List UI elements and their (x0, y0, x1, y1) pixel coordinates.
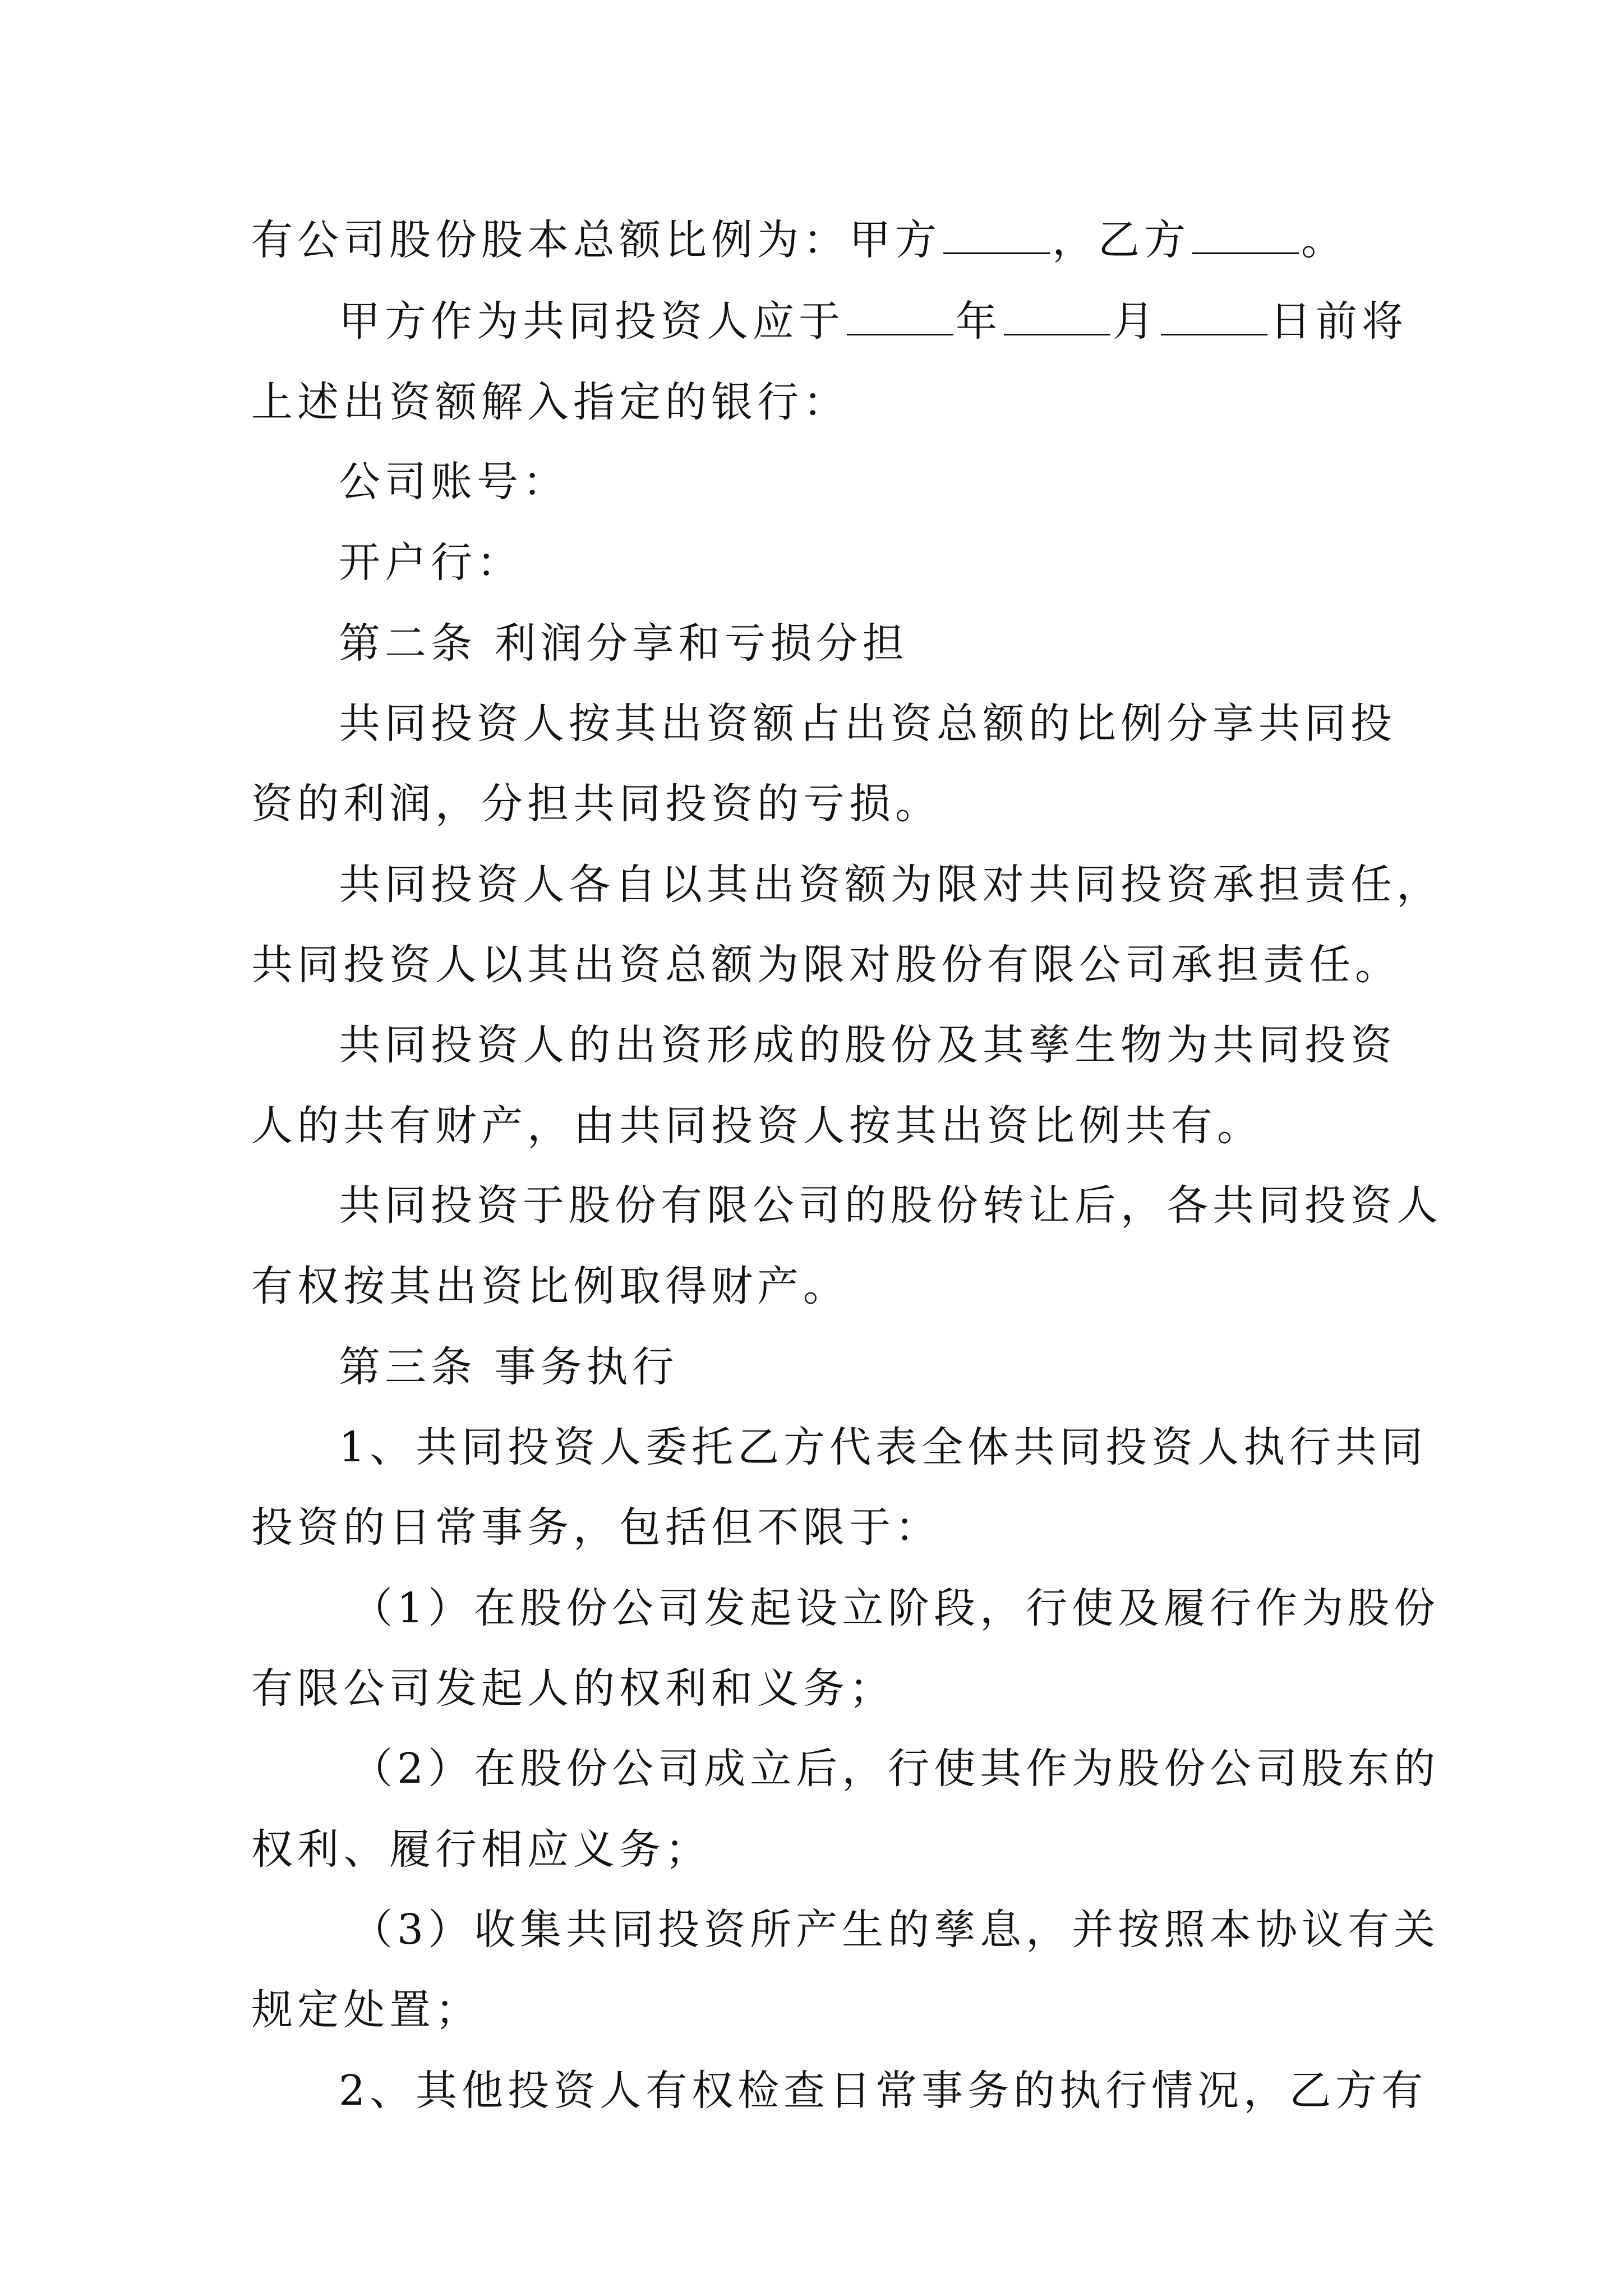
text-segment: 甲方作为共同投资人应于 (339, 297, 845, 346)
section-heading-article-2 (339, 615, 1395, 671)
text-segment: 共同投资人各自以其出资额为限对共同投资承担责任， (339, 861, 1442, 909)
text-line-24 (339, 2063, 1428, 2119)
text-segment: 上述出资额解入指定的银行： (251, 378, 849, 426)
section-heading-article-3 (339, 1339, 1395, 1395)
fill-in-blank-year (847, 332, 953, 335)
text-line-13 (339, 1177, 1442, 1234)
text-line-company-account (339, 454, 1395, 510)
text-line-item-3 (351, 1902, 1440, 1958)
text-segment: 共同投资人以其出资总额为限对股份有限公司承担责任。 (251, 941, 1401, 989)
text-segment: 年 (956, 297, 1002, 346)
heading-text: 第二条 利润分享和亏损分担 (339, 619, 909, 668)
text-segment: 月 (1113, 297, 1159, 346)
text-line-8 (251, 776, 1395, 832)
text-segment: （1）在股份公司发起设立阶段，行使及履行作为股份 (351, 1584, 1440, 1632)
fill-in-blank-month (1004, 332, 1110, 335)
text-segment: （3）收集共同投资所产生的孳息，并按照本协议有关 (351, 1906, 1440, 1954)
text-line-21 (251, 1821, 1395, 1878)
heading-text: 第三条 事务执行 (339, 1343, 679, 1391)
text-segment: 1、共同投资人委托乙方代表全体共同投资人执行共同 (339, 1423, 1428, 1471)
fill-in-blank-day (1161, 332, 1267, 335)
text-segment: 有权按其出资比例取得财产。 (251, 1262, 849, 1310)
text-line-1 (251, 212, 1395, 268)
text-line-14 (251, 1258, 1395, 1314)
text-line-10 (251, 937, 1401, 993)
text-line-9 (339, 857, 1442, 913)
text-line-item-1 (351, 1580, 1440, 1636)
text-segment: ，乙方 (1052, 216, 1190, 264)
text-segment: 投资的日常事务，包括但不限于： (251, 1503, 941, 1552)
text-line-23 (251, 1982, 1395, 2038)
text-segment: 日前将 (1270, 297, 1408, 346)
text-segment: 公司账号： (339, 458, 569, 506)
text-line-16 (339, 1419, 1428, 1475)
text-line-item-2 (351, 1741, 1440, 1797)
text-segment: 人的共有财产，由共同投资人按其出资比例共有。 (251, 1102, 1263, 1150)
fill-in-blank-party-a-ratio (943, 250, 1050, 254)
text-segment: 有公司股份股本总额比例为：甲方 (251, 216, 941, 264)
text-segment: 共同投资人按其出资额占出资总额的比例分享共同投 (339, 700, 1396, 748)
fill-in-blank-party-b-ratio (1192, 250, 1299, 254)
text-segment: 有限公司发起人的权利和义务； (251, 1664, 895, 1713)
text-segment: 共同投资人的出资形成的股份及其孳生物为共同投资 (339, 1021, 1396, 1069)
text-segment: 规定处置； (251, 1986, 481, 2034)
text-line-bank (339, 535, 1395, 591)
text-segment: 2、其他投资人有权检查日常事务的执行情况，乙方有 (339, 2067, 1428, 2115)
text-line-7 (339, 696, 1395, 752)
text-line-12 (251, 1098, 1395, 1154)
text-segment: 资的利润，分担共同投资的亏损。 (251, 780, 941, 828)
text-segment: 权利、履行相应义务； (251, 1825, 711, 1874)
text-line-17 (251, 1499, 1395, 1556)
text-line-3 (251, 374, 1395, 430)
text-segment: 共同投资于股份有限公司的股份转让后，各共同投资人 (339, 1181, 1442, 1230)
text-line-2 (339, 293, 1408, 349)
text-segment: （2）在股份公司成立后，行使其作为股份公司股东的 (351, 1745, 1440, 1793)
text-line-11 (339, 1017, 1395, 1073)
text-line-19 (251, 1660, 1395, 1717)
text-segment: 开户行： (339, 539, 523, 587)
text-segment: 。 (1301, 216, 1347, 264)
